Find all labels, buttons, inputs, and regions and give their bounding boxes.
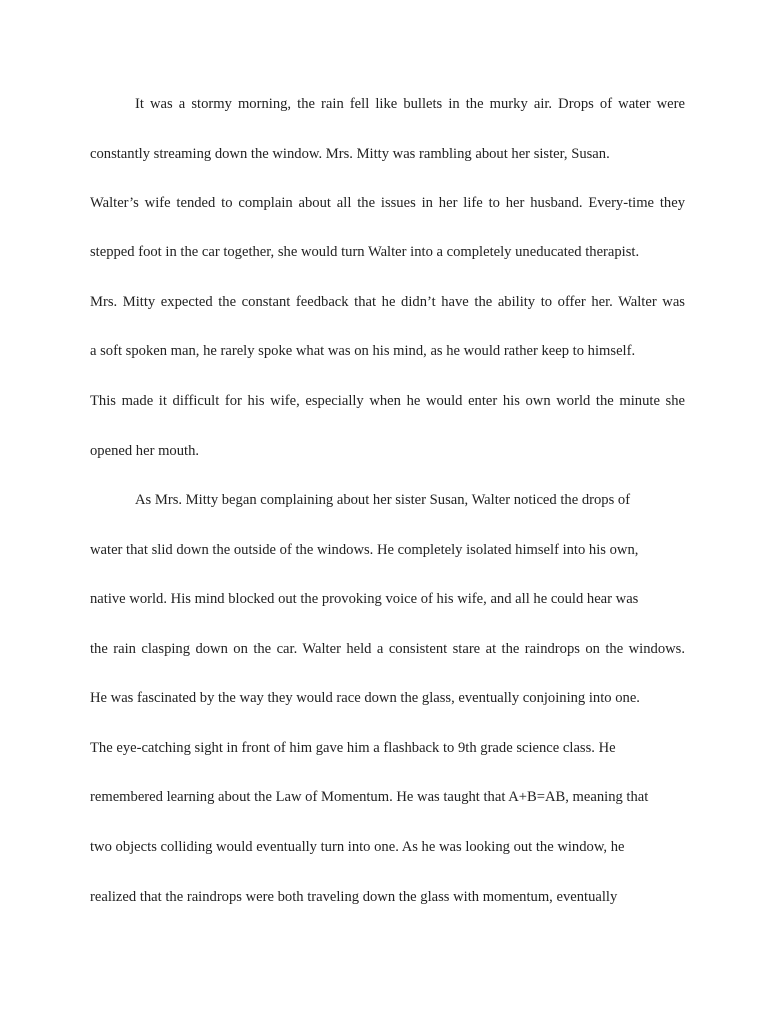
paragraph-2-line-9: realized that the raindrops were both traveling down the glass with momentum, eventually <box>90 889 618 905</box>
paragraph-1-line-7: This made it difficult for his wife, especially when he would enter his own world the minute she <box>90 393 685 409</box>
paragraph-1-line-6: a soft spoken man, he rarely spoke what was on his mind, as he would rather keep to himself. <box>90 343 636 359</box>
paragraph-2-line-3: native world. His mind blocked out the provoking voice of his wife, and all he could hear was <box>90 591 639 607</box>
paragraph-1-line-2: constantly streaming down the window. Mrs. Mitty was rambling about her sister, Susan. <box>90 146 610 162</box>
paragraph-1-line-8: opened her mouth. <box>90 443 200 459</box>
paragraph-2-line-5: He was fascinated by the way they would race down the glass, eventually conjoining into one. <box>90 690 640 706</box>
paragraph-1-line-4: stepped foot in the car together, she would turn Walter into a completely uneducated therapist. <box>90 244 640 260</box>
paragraph-2-line-8: two objects colliding would eventually turn into one. As he was looking out the window, he <box>90 839 625 855</box>
paragraph-2-line-4: the rain clasping down on the car. Walter held a consistent stare at the raindrops on the windows. <box>90 641 685 657</box>
paragraph-2-line-1: As Mrs. Mitty began complaining about her sister Susan, Walter noticed the drops of <box>135 492 631 508</box>
paragraph-1-line-1: It was a stormy morning, the rain fell like bullets in the murky air. Drops of water were <box>135 96 685 112</box>
paragraph-2-line-2: water that slid down the outside of the windows. He completely isolated himself into his own, <box>90 542 639 558</box>
paragraph-1-line-5: Mrs. Mitty expected the constant feedback that he didn’t have the ability to offer her. Walter was <box>90 294 685 310</box>
paragraph-2-line-6: The eye-catching sight in front of him gave him a flashback to 9th grade science class. He <box>90 740 616 756</box>
paragraph-1-line-3: Walter’s wife tended to complain about all the issues in her life to her husband. Every-time they <box>90 195 685 211</box>
paragraph-2-line-7: remembered learning about the Law of Momentum. He was taught that A+B=AB, meaning that <box>90 789 649 805</box>
